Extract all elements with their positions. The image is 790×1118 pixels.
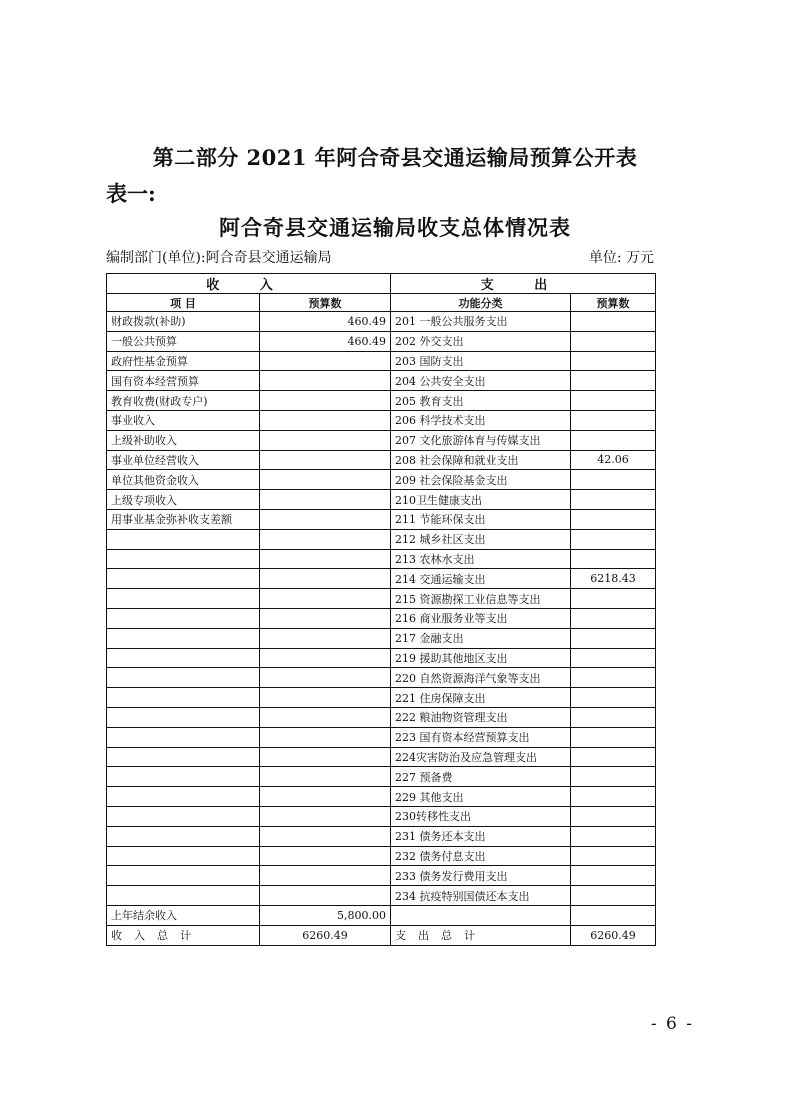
income-total-value: 6260.49 (260, 925, 391, 945)
expense-value-cell (571, 707, 656, 727)
table-row (107, 569, 656, 589)
expense-value-cell (571, 391, 656, 411)
income-item-cell: 上级补助收入 (107, 430, 260, 450)
table-row (107, 529, 656, 549)
income-item-cell (107, 529, 260, 549)
expense-item-cell: 224灾害防治及应急管理支出 (391, 747, 571, 767)
income-value-cell (260, 866, 391, 886)
expense-total-label: 支出总计 (391, 925, 571, 945)
income-value-cell (260, 569, 391, 589)
income-item-cell: 国有资本经营预算 (107, 371, 260, 391)
table-row (107, 312, 656, 332)
expense-item-cell: 205 教育支出 (391, 391, 571, 411)
expense-value-cell (571, 490, 656, 510)
expense-item-cell: 219 援助其他地区支出 (391, 648, 571, 668)
income-value-cell (260, 648, 391, 668)
expense-item-cell: 229 其他支出 (391, 787, 571, 807)
income-item-cell: 事业收入 (107, 410, 260, 430)
income-item-cell (107, 727, 260, 747)
expense-value-cell (571, 806, 656, 826)
expense-value-cell (571, 648, 656, 668)
table-row (107, 648, 656, 668)
income-value-cell (260, 886, 391, 906)
expense-value-cell (571, 787, 656, 807)
income-value-cell (260, 846, 391, 866)
expense-item-cell: 217 金融支出 (391, 628, 571, 648)
budget-table (106, 273, 656, 946)
table-row (107, 450, 656, 470)
expense-value-cell (571, 668, 656, 688)
table-row (107, 410, 656, 430)
income-value-cell (260, 747, 391, 767)
expense-item-cell: 209 社会保险基金支出 (391, 470, 571, 490)
table-row (107, 668, 656, 688)
income-value-cell (260, 668, 391, 688)
income-value-cell (260, 351, 391, 371)
expense-item-cell: 222 粮油物资管理支出 (391, 707, 571, 727)
table-row (107, 747, 656, 767)
expense-item-cell: 202 外交支出 (391, 331, 571, 351)
income-value-cell (260, 688, 391, 708)
expense-value-cell (571, 608, 656, 628)
income-value-cell (260, 529, 391, 549)
income-item-cell: 用事业基金弥补收支差额 (107, 509, 260, 529)
income-value-cell (260, 410, 391, 430)
table-number: 表一: (106, 181, 156, 206)
income-item-cell: 上级专项收入 (107, 490, 260, 510)
expense-value-cell (571, 430, 656, 450)
income-value-cell: 5,800.00 (260, 905, 391, 925)
total-row (107, 925, 656, 945)
function-class-column-header: 功能分类 (391, 294, 571, 312)
expense-value-cell (571, 767, 656, 787)
income-item-cell (107, 549, 260, 569)
income-value-cell (260, 509, 391, 529)
expense-item-cell: 207 文化旅游体育与传媒支出 (391, 430, 571, 450)
expense-section-header: 支 出 (391, 274, 656, 294)
item-column-header: 项 目 (107, 294, 260, 312)
expense-item-cell: 221 住房保障支出 (391, 688, 571, 708)
expense-item-cell: 204 公共安全支出 (391, 371, 571, 391)
income-item-cell (107, 648, 260, 668)
expense-total-value: 6260.49 (571, 925, 656, 945)
expense-item-cell: 216 商业服务业等支出 (391, 608, 571, 628)
table-row (107, 331, 656, 351)
table-row (107, 886, 656, 906)
expense-item-cell: 220 自然资源海洋气象等支出 (391, 668, 571, 688)
table-row (107, 470, 656, 490)
income-item-cell (107, 569, 260, 589)
income-item-cell: 一般公共预算 (107, 331, 260, 351)
budget-column-header-2: 预算数 (571, 294, 656, 312)
table-row (107, 866, 656, 886)
income-value-cell (260, 727, 391, 747)
income-value-cell (260, 787, 391, 807)
income-item-cell (107, 846, 260, 866)
expense-item-cell: 215 资源勘探工业信息等支出 (391, 589, 571, 609)
income-value-cell (260, 490, 391, 510)
table-row (107, 628, 656, 648)
income-item-cell: 财政拨款(补助) (107, 312, 260, 332)
table-row (107, 767, 656, 787)
expense-value-cell (571, 846, 656, 866)
table-row (107, 727, 656, 747)
table-body (107, 312, 656, 926)
income-item-cell: 单位其他资金收入 (107, 470, 260, 490)
expense-value-cell: 42.06 (571, 450, 656, 470)
income-item-cell (107, 688, 260, 708)
expense-item-cell: 227 预备费 (391, 767, 571, 787)
expense-item-cell: 201 一般公共服务支出 (391, 312, 571, 332)
table-row (107, 905, 656, 925)
table-row (107, 430, 656, 450)
table-row (107, 549, 656, 569)
expense-item-cell (391, 905, 571, 925)
expense-item-cell: 234 抗疫特别国债还本支出 (391, 886, 571, 906)
income-item-cell: 教育收费(财政专户) (107, 391, 260, 411)
expense-item-cell: 212 城乡社区支出 (391, 529, 571, 549)
expense-item-cell: 233 债务发行费用支出 (391, 866, 571, 886)
income-value-cell (260, 430, 391, 450)
expense-value-cell (571, 312, 656, 332)
income-value-cell (260, 470, 391, 490)
expense-value-cell (571, 529, 656, 549)
expense-value-cell (571, 331, 656, 351)
table-row (107, 707, 656, 727)
income-total-label: 收入总计 (107, 925, 260, 945)
expense-item-cell: 232 债务付息支出 (391, 846, 571, 866)
expense-value-cell (571, 727, 656, 747)
page-number: - 6 - (650, 1014, 694, 1034)
expense-value-cell (571, 410, 656, 430)
income-item-cell (107, 806, 260, 826)
expense-value-cell (571, 886, 656, 906)
table-row (107, 391, 656, 411)
income-item-cell (107, 589, 260, 609)
table-row (107, 806, 656, 826)
expense-item-cell: 213 农林水支出 (391, 549, 571, 569)
income-value-cell (260, 549, 391, 569)
table-row (107, 589, 656, 609)
expense-value-cell (571, 688, 656, 708)
income-item-cell (107, 767, 260, 787)
income-value-cell (260, 826, 391, 846)
table-row (107, 351, 656, 371)
income-value-cell: 460.49 (260, 331, 391, 351)
income-item-cell (107, 866, 260, 886)
table-meta (106, 247, 654, 267)
income-item-cell (107, 826, 260, 846)
income-value-cell (260, 391, 391, 411)
income-item-cell (107, 886, 260, 906)
expense-value-cell (571, 826, 656, 846)
table-row (107, 846, 656, 866)
income-value-cell (260, 371, 391, 391)
income-value-cell (260, 707, 391, 727)
compiling-unit: 编制部门(单位):阿合奇县交通运输局 (106, 250, 332, 266)
table-row (107, 787, 656, 807)
expense-value-cell (571, 549, 656, 569)
income-item-cell: 政府性基金预算 (107, 351, 260, 371)
table-row (107, 371, 656, 391)
expense-value-cell (571, 905, 656, 925)
income-item-cell (107, 628, 260, 648)
income-item-cell (107, 668, 260, 688)
expense-value-cell (571, 371, 656, 391)
expense-value-cell (571, 509, 656, 529)
income-value-cell (260, 608, 391, 628)
expense-item-cell: 230转移性支出 (391, 806, 571, 826)
expense-value-cell (571, 628, 656, 648)
table-row (107, 509, 656, 529)
expense-item-cell: 210卫生健康支出 (391, 490, 571, 510)
expense-item-cell: 206 科学技术支出 (391, 410, 571, 430)
expense-value-cell: 6218.43 (571, 569, 656, 589)
part-title: 第二部分 2021 年阿合奇县交通运输局预算公开表 (152, 145, 638, 170)
income-item-cell (107, 747, 260, 767)
expense-value-cell (571, 589, 656, 609)
income-value-cell (260, 589, 391, 609)
expense-item-cell: 231 债务还本支出 (391, 826, 571, 846)
expense-item-cell: 214 交通运输支出 (391, 569, 571, 589)
income-value-cell (260, 628, 391, 648)
expense-value-cell (571, 470, 656, 490)
expense-item-cell: 203 国防支出 (391, 351, 571, 371)
table-row (107, 490, 656, 510)
table-row (107, 688, 656, 708)
expense-item-cell: 211 节能环保支出 (391, 509, 571, 529)
currency-unit: 单位: 万元 (588, 250, 654, 266)
budget-column-header: 预算数 (260, 294, 391, 312)
income-item-cell (107, 787, 260, 807)
expense-value-cell (571, 747, 656, 767)
expense-item-cell: 208 社会保障和就业支出 (391, 450, 571, 470)
table-row (107, 826, 656, 846)
income-item-cell: 上年结余收入 (107, 905, 260, 925)
income-value-cell (260, 450, 391, 470)
table-title: 阿合奇县交通运输局收支总体情况表 (219, 215, 571, 240)
income-item-cell (107, 608, 260, 628)
table-row (107, 608, 656, 628)
income-value-cell (260, 767, 391, 787)
expense-value-cell (571, 351, 656, 371)
expense-item-cell: 223 国有资本经营预算支出 (391, 727, 571, 747)
income-section-header: 收 入 (107, 274, 391, 294)
income-value-cell (260, 806, 391, 826)
income-item-cell: 事业单位经营收入 (107, 450, 260, 470)
income-item-cell (107, 707, 260, 727)
expense-value-cell (571, 866, 656, 886)
income-value-cell: 460.49 (260, 312, 391, 332)
